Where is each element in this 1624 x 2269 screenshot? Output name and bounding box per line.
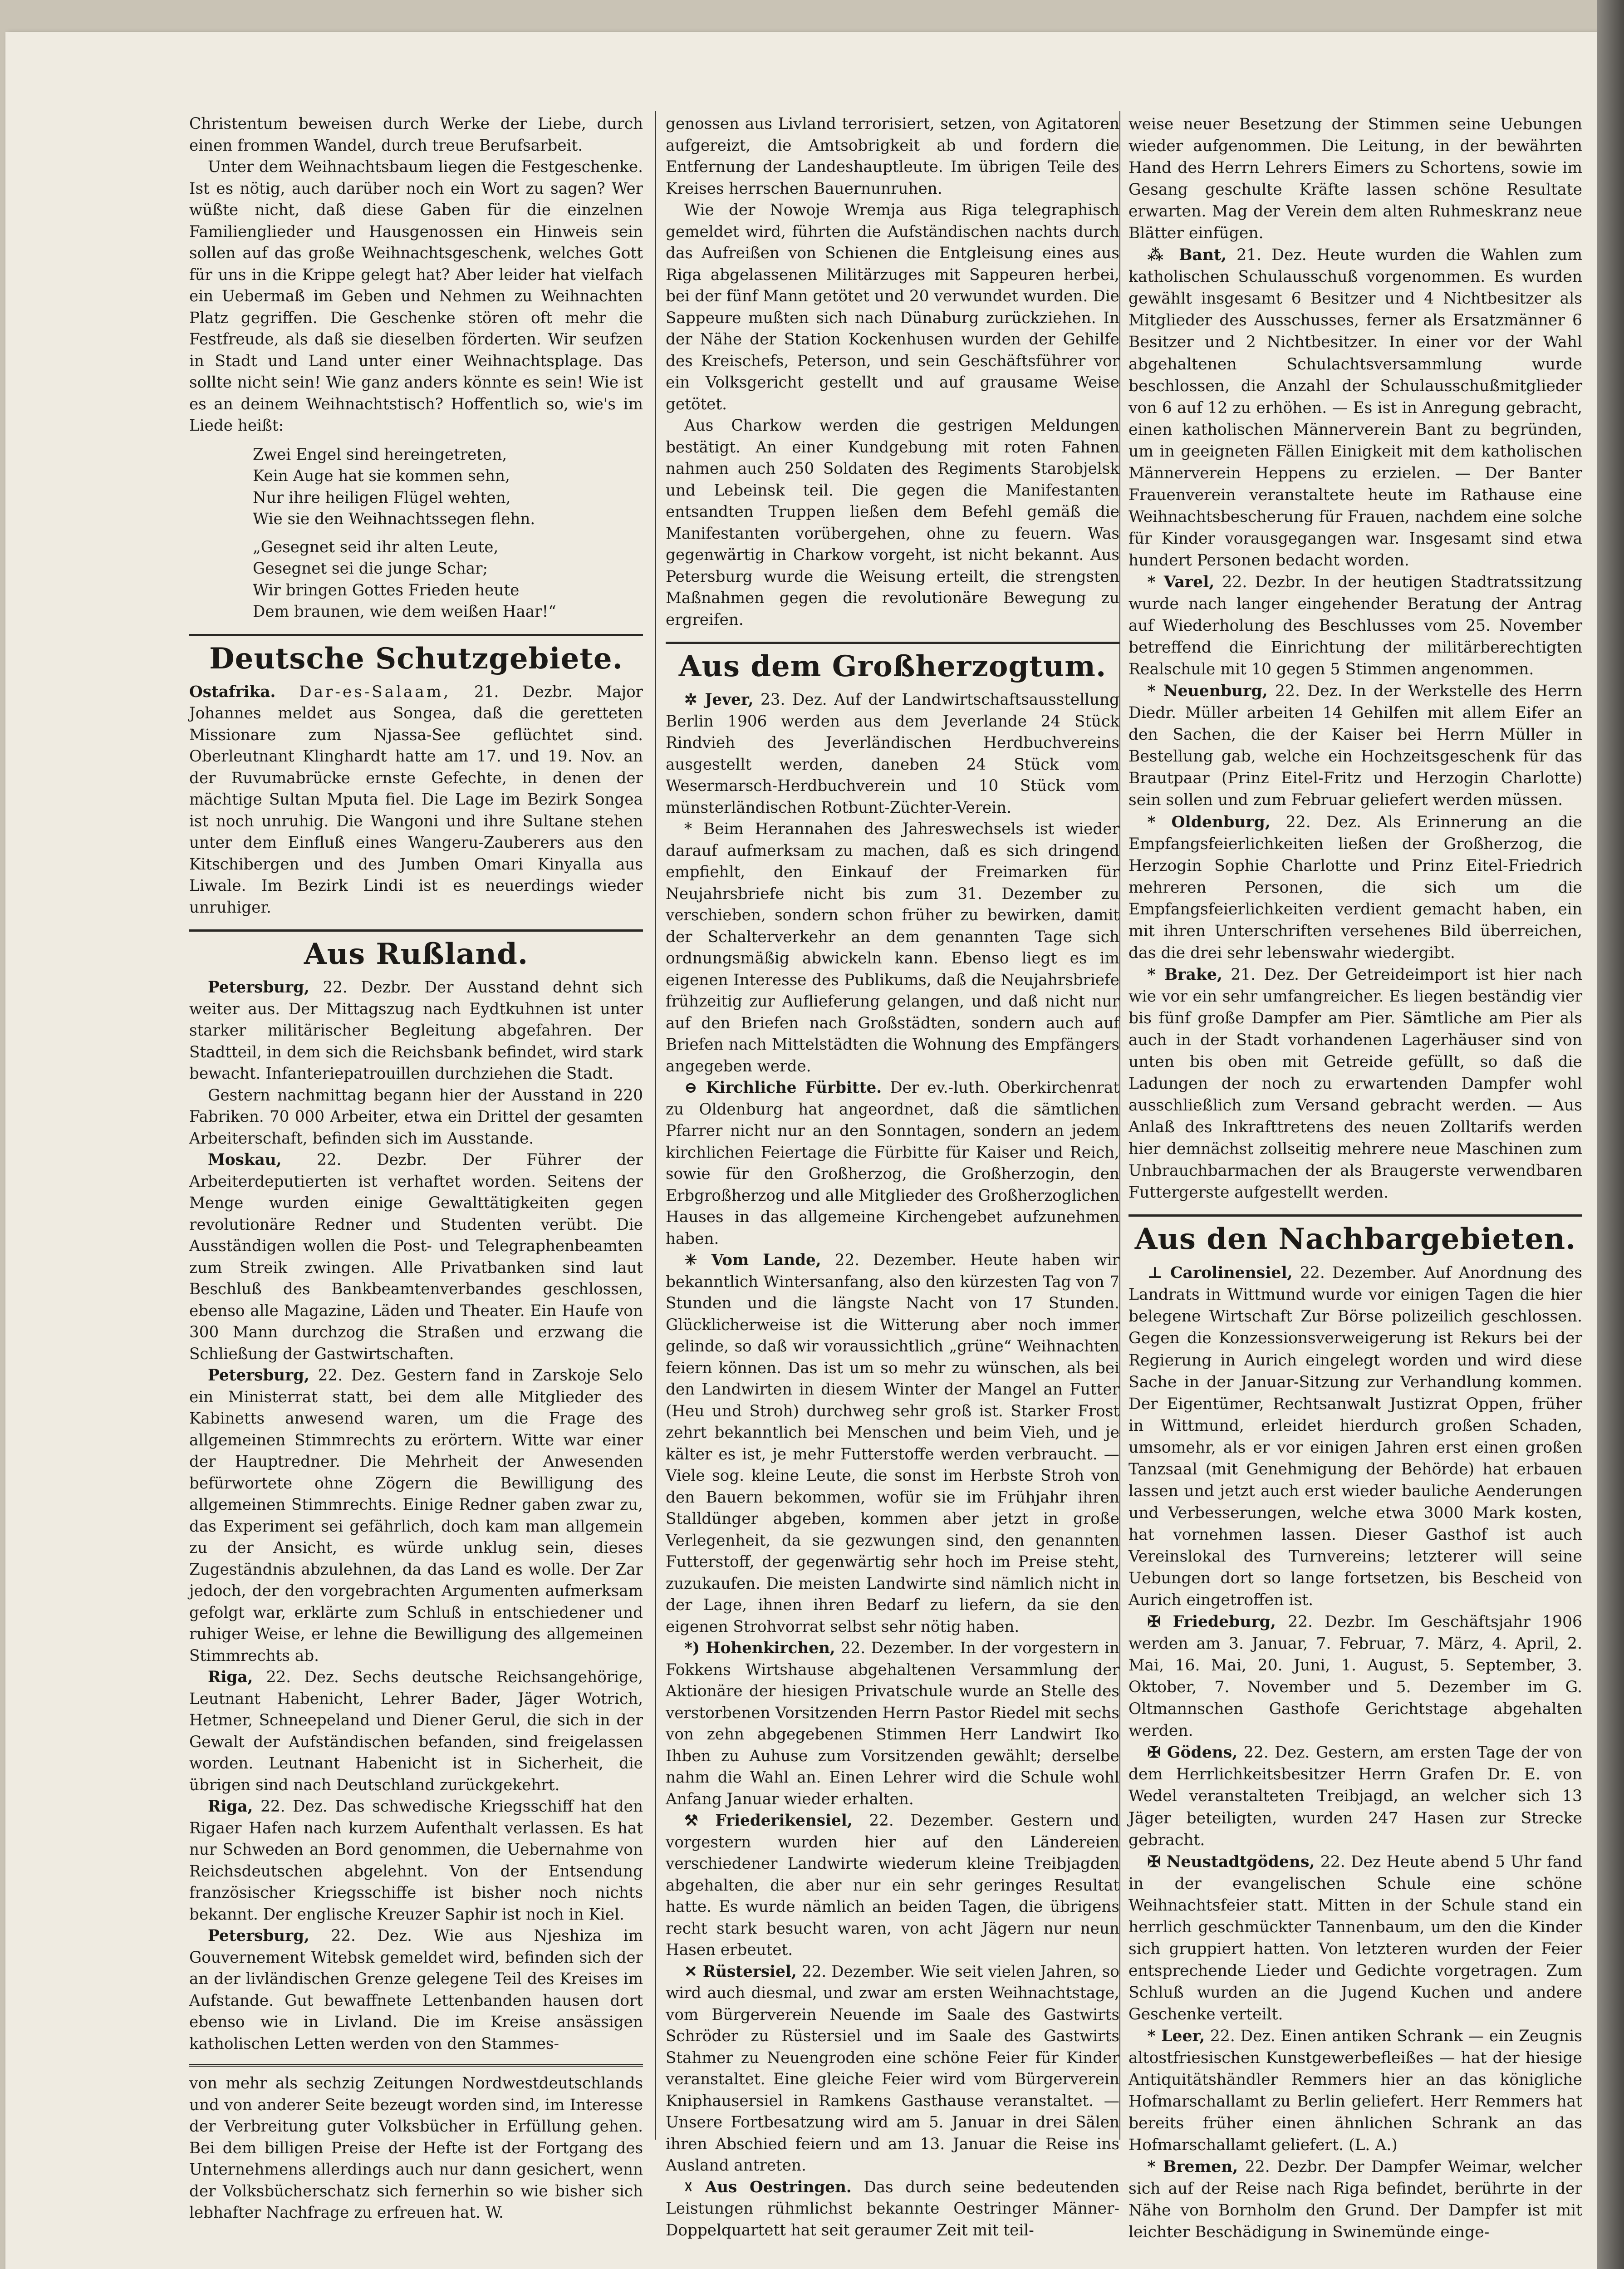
- poem-line: Wir bringen Gottes Frieden heute: [253, 581, 520, 599]
- article-text: 21. Dezbr. Major Johannes meldet aus Songea, daß die geretteten Missionare zum Njassa-See geflüchtet sind. Oberleutnant Klinghardt hatte am 17. und 19. Nov. an der Ruvumabrücke ernste Gefechte, in denen der mächtige Sultan Mputa fiel. Die Lage im Bezirk Songea ist noch unruhig. Die Wangoni und ihre Sultane stehen unter dem Einfluß eines Wangeru-Zauberers aus den Kitschibergen und des Jumben Omari Kinyalla aus Liwale. Im Bezirk Lindi ist es neuerdings wieder unruhiger.: [189, 683, 643, 917]
- dateline: Petersburg,: [208, 978, 309, 997]
- dateline: Moskau,: [208, 1151, 282, 1169]
- article: [666, 1810, 1119, 1961]
- poem-line: Zwei Engel sind hereingetreten,: [253, 445, 507, 464]
- article: [1128, 1851, 1582, 2025]
- column-3: [1128, 113, 1582, 2243]
- article: [666, 689, 1119, 819]
- article: [1128, 244, 1582, 571]
- article: [189, 1667, 643, 1796]
- article-text: 22. Dezbr. Der Dampfer Weimar, welcher sich auf der Reise nach Riga befindet, berührte in der Nähe von Bornholm den Grund. Der Dampfer ist mit leichter Beschädigung in Swinemünde einge-: [1128, 2158, 1582, 2242]
- article-text: 22. Dezbr. Im Geschäftsjahr 1906 werden am 3. Januar, 7. Februar, 7. März, 4. April, 2. Mai, 16. Mai, 20. Juni, 1. August, 5. September, 3. Oktober, 7. November und 5. Dezember im G. Oltmannschen Gasthofe Gerichtstage abgehalten werden.: [1128, 1613, 1582, 1740]
- dateline: ✠ Friedeburg,: [1147, 1613, 1276, 1631]
- dateline: Ostafrika.: [189, 683, 276, 701]
- dateline: * Brake,: [1147, 965, 1222, 984]
- dateline: ✲ Jever,: [684, 691, 754, 709]
- article: [1128, 680, 1582, 811]
- article-text: 22. Dezbr. Der Ausstand dehnt sich weiter aus. Der Mittagszug nach Eydtkuhnen ist unter starker militärischer Begleitung abgefahren. Der Stadtteil, in dem sich die Reichsbank befindet, wird stark bewacht. Infanteriepatrouillen durchziehen die Stadt.: [189, 978, 643, 1083]
- article: [666, 1638, 1119, 1810]
- article: [1128, 811, 1582, 964]
- article-text: 22. Dez. Einen antiken Schrank — ein Zeugnis altostfriesischen Kunstgewerbefleißes — hat der hiesige Antiquitätshändler Remmers hier an das königliche Hofmarschallamt zu Berlin geliefert. Herr Remmers hat bereits früher einen ähnlichen Schrank an das Hofmarschallamt geliefert. (L. A.): [1128, 2027, 1582, 2155]
- article: [1128, 1742, 1582, 1851]
- article: [189, 1149, 643, 1365]
- dateline: * Leer,: [1147, 2027, 1205, 2045]
- article-text: 22. Dez. Das schwedische Kriegsschiff hat den Rigaer Hafen nach kurzem Aufenthalt verlassen. Es hat nur Schweden an Bord genommen, die Uebernahme von Reichsdeutschen abgelehnt. Von der Entsendung französischer Kriegsschiffe ist bisher noch nichts bekannt. Der englische Kreuzer Saphir ist noch in Kiel.: [189, 1798, 643, 1924]
- section-heading: Aus den Nachbargebieten.: [1134, 1222, 1576, 1257]
- dateline: ☓ Aus Oestringen.: [684, 2178, 852, 2196]
- paragraph: Christentum beweisen durch Werke der Liebe, durch einen frommen Wandel, durch treue Berufsarbeit.: [189, 115, 643, 155]
- dateline: Petersburg,: [208, 1366, 309, 1385]
- paragraph: * Beim Herannahen des Jahreswechsels ist wieder darauf aufmerksam zu machen, daß es sich dringend empfiehlt, den Einkauf der Freimarken für Neujahrsbriefe nicht bis zum 31. Dezember zu verschieben, sondern schon früher zu bewirken, damit der Schalterverkehr an dem genannten Tage sich ordnungsmäßig abwickeln kann. Ebenso liegt es im eigenen Interesse des Publikums, daß die Neujahrsbriefe frühzeitig zur Auflieferung gelangen, und daß nicht nur auf den Briefen nach Großstädten, sondern auch auf Briefen nach Mittelstädten die Wohnung des Empfängers angegeben werde.: [666, 820, 1119, 1076]
- dateline: Riga,: [208, 1668, 253, 1686]
- paragraph: Wie der Nowoje Wremja aus Riga telegraphisch gemeldet wird, führten die Aufständischen nachts durch das Aufreißen von Schienen die Entgleisung eines aus Riga abgelassenen Militärzuges mit Sappeuren herbei, bei der fünf Mann getötet und 20 verwundet wurden. Die Sappeure mußten sich nach Dünaburg zurückziehen. In der Nähe der Station Kockenhusen wurden der Gehilfe des Kreischefs, Peterson, und sein Geschäftsführer vor ein Volksgericht gestellt und auf grausame Weise getötet.: [666, 201, 1119, 413]
- dateline-city: Dar-es-Salaam,: [299, 683, 451, 701]
- article-text: 23. Dez. Auf der Landwirtschaftsausstellung Berlin 1906 werden aus dem Jeverlande 24 Stück Rindvieh des Jeverländischen Herdbuchvereins ausgestellt werden, daneben 24 Stück vom Wesermarsch-Herdbuchverein und 10 Stück vom münsterländischen Rotbunt-Züchter-Verein.: [666, 691, 1119, 817]
- article: [666, 2177, 1119, 2242]
- article: [1128, 2025, 1582, 2156]
- section-heading: Aus dem Großherzogtum.: [678, 649, 1107, 683]
- dateline: ✕ Rüstersiel,: [684, 1962, 797, 1981]
- poem-line: Gesegnet sei die junge Schar;: [253, 560, 488, 578]
- article-text: 22. Dez. Sechs deutsche Reichsangehörige, Leutnant Habenicht, Lehrer Bader, Jäger Wotrich, Hetmer, Schneepeland und Diener Gerul, die sich in der Gewalt der Aufständischen befanden, sind freigelassen worden. Leutnant Habenicht ist in Sicherheit, die übrigen sind nach Deutschland zurückgekehrt.: [189, 1668, 643, 1794]
- article: [666, 1961, 1119, 2177]
- article-text: 22. Dezember. In der vorgestern in Fokkens Wirtshause abgehaltenen Versammlung der Aktionäre der hiesigen Privatschule wurde an Stelle des verstorbenen Vorsitzenden Herrn Pastor Riedel mit sechs von zehn abgegebenen Stimmen Herr Landwirt Iko Ihben zu Auhuse zum Vorsitzenden gewählt; derselbe nahm die Wahl an. Einen Lehrer wird die Schule wohl Anfang Januar wieder erhalten.: [666, 1639, 1119, 1808]
- dateline: ✠ Gödens,: [1147, 1743, 1238, 1762]
- feuilleton-text: von mehr als sechzig Zeitungen Nordwestdeutschlands und von anderer Seite bezeugt worden sind, im Interesse der Verbreitung guter Volksbücher in Erfüllung gehen. Bei dem billigen Preise der Hefte ist der Fortgang des Unternehmens allerdings auch nur dann gesichert, wenn der Volksbücherschatz sich fernerhin so wie bisher sich lebhafter Nachfrage zu erfreuen hat. W.: [189, 2074, 643, 2222]
- article: [1128, 1611, 1582, 1742]
- article: [1128, 1262, 1582, 1611]
- article-text: 21. Dez. Heute wurden die Wahlen zum katholischen Schulausschuß vorgenommen. Es wurden gewählt insgesamt 6 Besitzer und 4 Nichtbesitzer als Mitglieder des Ausschusses, ferner als Ersatzmänner 6 Besitzer und 2 Nichtbesitzer. In einer vor der Wahl abgehaltenen Schulachtsversammlung wurde beschlossen, die Anzahl der Schulausschußmitglieder von 6 auf 12 zu erhöhen. — Es ist in Anregung gebracht, einen katholischen Männerverein Bant zu begründen, um in geeigneten Fällen Einigkeit mit dem katholischen Männerverein Heppens zu erzielen. — Der Banter Frauenverein veranstaltete heute im Rathause eine Weihnachtsbescherung für Frauen, nachdem eine solche für Kinder vorausgegangen war. Insgesamt sind etwa hundert Personen bedacht worden.: [1128, 246, 1582, 570]
- newspaper-page: [5, 32, 1598, 2269]
- dateline: * Oldenburg,: [1147, 813, 1271, 831]
- article-text: 22. Dezember. Gestern und vorgestern wurden hier auf den Ländereien verschiedener Landwirte wiederum kleine Treibjagden abgehalten, die aber nur ein sehr geringes Resultat hatte. Es wurde nämlich an beiden Tagen, die übrigens recht stark besucht waren, von acht Jägern nur neun Hasen erbeutet.: [666, 1812, 1120, 1959]
- article-text: 22. Dez. Als Erinnerung an die Empfangsfeierlichkeiten ließen der Großherzog, die Herzogin Sophie Charlotte und Prinz Eitel-Friedrich mehreren Personen, die sich um die Empfangsfeierlichkeiten verdient gemacht haben, ein mit ihren Unterschriften versehenes Bild überreichen, das die drei sehr lebenswahr wiedergibt.: [1128, 813, 1582, 962]
- article-text: 22. Dezbr. In der heutigen Stadtratssitzung wurde nach langer eingehender Beratung der Antrag auf Wiederholung des Beschlusses vom 25. November betreffend die Einrichtung der militärberechtigten Realschule mit 10 gegen 5 Stimmen angenommen.: [1128, 573, 1582, 679]
- dateline: ⁂ Bant,: [1147, 246, 1227, 265]
- dateline: * Varel,: [1147, 573, 1215, 591]
- section-rule: [189, 634, 643, 636]
- paragraph: weise neuer Besetzung der Stimmen seine Uebungen wieder aufgenommen. Die Leitung, in der bewährten Hand des Herrn Lehrers Eimers zu Schortens, sowie im Gesang geschulte Kräfte lassen schöne Resultate erwarten. Mag der Verein dem alten Ruhmeskranz neue Blätter einfügen.: [1128, 115, 1582, 243]
- article: [189, 977, 643, 1085]
- article: [189, 682, 643, 919]
- poem-line: Dem braunen, wie dem weißen Haar!“: [253, 603, 556, 621]
- section-rule: [1128, 1214, 1582, 1217]
- paragraph: Unter dem Weihnachtsbaum liegen die Festgeschenke. Ist es nötig, auch darüber noch ein Wort zu sagen? Wer wüßte nicht, daß diese Gaben für die einzelnen Familienglieder und Hausgenossen ein Hinweis sein sollen auf das große Weihnachtsgeschenk, welches Gott für uns in die Krippe gelegt hat? Aber leider hat vielfach ein Uebermaß im Geben und Nehmen zu Weihnachten Platz gegriffen. Die Geschenke stören oft mehr die Festfreude, als daß sie dieselben förderten. Wir seufzen in Stadt und Land unter einer Weihnachtsplage. Das sollte nicht sein! Wie ganz anders könnte es sein! Wie ist es an deinem Weihnachtstisch? Hoffentlich so, wie's im Liede heißt:: [189, 158, 643, 435]
- dateline: ✠ Neustadtgödens,: [1147, 1852, 1315, 1871]
- poem: [253, 444, 643, 623]
- dateline: * Bremen,: [1147, 2158, 1238, 2176]
- article-text: 22. Dez. In der Werkstelle des Herrn Diedr. Müller arbeiten 14 Gehilfen mit allem Eifer an den Sachen, die der Kaiser bei Herrn Müller in Bestellung gab, welche ein Hochzeitsgeschenk für das Brautpaar (Prinz Eitel-Fritz und Herzogin Charlotte) sein sollen und zum Februar geliefert werden müssen.: [1128, 682, 1582, 810]
- article-text: Das durch seine bedeutenden Leistungen rühmlichst bekannte Oestringer Männer-Doppelquartett hat seit geraumer Zeit mit teil-: [666, 2178, 1119, 2240]
- section-heading: Deutsche Schutzgebiete.: [209, 641, 623, 676]
- dateline: Riga,: [208, 1798, 253, 1816]
- article: [666, 1250, 1119, 1638]
- feuilleton-rule: [189, 2064, 643, 2067]
- dateline: ⚒ Friederikensiel,: [684, 1812, 853, 1830]
- article-text: 22. Dez Heute abend 5 Uhr fand in der evangelischen Schule eine schöne Weihnachtsfeier statt. Mitten in der Schule stand ein herrlich geschmückter Tannenbaum, um den die Kinder sich gruppiert hatten. Von letzteren wurden der Feier entsprechende Lieder und Gedichte vorgetragen. Zum Schluß wurden an die Jugend Kuchen und andere Geschenke verteilt.: [1128, 1852, 1582, 2023]
- dateline: Petersburg,: [208, 1927, 309, 1945]
- article-text: 22. Dezember. Heute haben wir bekanntlich Wintersanfang, also den kürzesten Tag von 7 Stunden und die längste Nacht von 17 Stunden. Glücklicherweise ist die Witterung aber noch immer gelinde, so daß wir voraussichtlich „grüne“ Weihnachten feiern können. Das ist um so mehr zu wünschen, als bei den Landwirten in diesem Winter der Mangel an Futter (Heu und Stroh) durchweg sehr groß ist. Starker Frost zehrt bekanntlich bei Menschen und beim Vieh, und je kälter es ist, je mehr Futterstoffe werden verbraucht. — Viele sog. kleine Leute, die sonst im Herbste Stroh von den Bauern bekommen, wofür sie im Frühjahr ihren Stalldünger abgeben, kommen aber jetzt in große Verlegenheit, da sie gezwungen sind, den genannten Futterstoff, der gegenwärtig sehr hoch im Preise steht, zuzukaufen. Die meisten Landwirte sind nämlich nicht in der Lage, ihnen ihren Bedarf zu liefern, da sie den eigenen Strohvorrat selbst sehr nötig haben.: [666, 1251, 1120, 1636]
- dateline: * Neuenburg,: [1147, 682, 1268, 701]
- dateline: ⊥ Carolinensiel,: [1147, 1264, 1293, 1282]
- section-heading: Aus Rußland.: [304, 937, 529, 971]
- section-rule: [189, 929, 643, 932]
- section-rule: [666, 642, 1119, 644]
- column-2: [666, 113, 1119, 2241]
- article: [189, 1365, 643, 1667]
- article-text: 22. Dez. Gestern, am ersten Tage der von dem Herrlichkeitsbesitzer Herrn Grafen Dr. E. von Wedel veranstalteten Treibjagd, an welcher sich 13 Jäger beteiligten, wurden 247 Hasen zur Strecke gebracht.: [1128, 1743, 1583, 1849]
- article: [1128, 2156, 1582, 2243]
- article-text: 22. Dezbr. Der Führer der Arbeiterdeputierten ist verhaftet worden. Seitens der Menge wurden einige Gewalttätigkeiten gegen revolutionäre Redner und Studenten verübt. Die Ausständigen wollen die Post- und Telegraphenbeamten zum Streik zwingen. Alle Privatbanken sind laut Beschluß des Bankbeamtenverbandes geschlossen, ebenso alle Magazine, Läden und Theater. Ein Haufe von 300 Mann durchzog die Straßen und erzwang die Schließung der Gastwirtschaften.: [189, 1151, 643, 1363]
- article-text: 22. Dez. Gestern fand in Zarskoje Selo ein Ministerrat statt, bei dem alle Mitglieder des Kabinetts anwesend waren, um die Frage des allgemeinen Stimmrechts zu erörtern. Witte war einer der Hauptredner. Die Mehrheit der Anwesenden befürwortete ohne Zögern die Bewilligung des allgemeinen Stimmrechts. Einige Redner gaben zwar zu, das Experiment sei gefährlich, doch kam man allgemein zu der Ansicht, es würde unklug sein, dieses Zugeständnis abzulehnen, da das Land es wolle. Der Zar jedoch, der den vorgebrachten Argumenten aufmerksam gefolgt war, erklärte zum Schluß in entschiedener und ruhiger Weise, er lehne die Bewilligung des allgemeinen Stimmrechts ab.: [189, 1366, 643, 1665]
- article: [666, 1077, 1119, 1250]
- poem-line: Kein Auge hat sie kommen sehn,: [253, 467, 510, 485]
- paragraph: Aus Charkow werden die gestrigen Meldungen bestätigt. An einer Kundgebung mit roten Fahnen nahmen auch 250 Soldaten des Regiments Starobjelsk und Lebeinsk teil. Die gegen die Manifestanten entsandten Truppen ließen dem Befehl gemäß die Manifestanten vorübergehen, ohne zu feuern. Was gegenwärtig in Charkow vorgeht, ist nicht bekannt. Aus Petersburg wurde die Weisung erteilt, die strengsten Maßnahmen gegen die revolutionäre Bewegung zu ergreifen.: [666, 417, 1119, 629]
- page-edge-shadow: [1597, 0, 1624, 2269]
- article: [189, 1925, 643, 2055]
- article: [1128, 964, 1582, 1204]
- paragraph: Gestern nachmittag begann hier der Ausstand in 220 Fabriken. 70 000 Arbeiter, etwa ein Drittel der gesamten Arbeiterschaft, befinden sich im Ausstande.: [189, 1086, 643, 1148]
- article-text: 22. Dezember. Wie seit vielen Jahren, so wird auch diesmal, und zwar am ersten Weihnachtstage, vom Bürgerverein Neuende im Saale des Gastwirts Schröder zu Rüstersiel und im Saale des Gastwirts Stahmer zu Neuengroden eine schöne Feier für Kinder veranstaltet. Eine gleiche Feier wird vom Bürgerverein Kniphausersiel in Ramkens Gasthause veranstaltet. — Unsere Fortbesatzung wird am 5. Januar in drei Sälen ihren Abschied feiern und am 13. Januar die Reise ins Ausland antreten.: [666, 1962, 1119, 2175]
- poem-line: Wie sie den Weihnachtssegen flehn.: [253, 510, 535, 528]
- dateline: ✳ Vom Lande,: [684, 1251, 821, 1269]
- dateline: *) Hohenkirchen,: [684, 1639, 835, 1657]
- column-rule: [1119, 111, 1120, 2140]
- poem-line: Nur ihre heiligen Flügel wehten,: [253, 488, 511, 507]
- article: [189, 1796, 643, 1925]
- article-text: 22. Dezember. Auf Anordnung des Landrats in Wittmund wurde vor einigen Tagen die hier belegene Wirtschaft Zur Börse polizeilich geschlossen. Gegen die Konzessionsverweigerung ist Rekurs bei der Regierung in Aurich eingelegt worden und wird diese Sache in der Januar-Sitzung zur Verhandlung kommen. Der Eigentümer, Rechtsanwalt Justizrat Oppen, früher in Wittmund, erleidet hierdurch großen Schaden, umsomehr, als er vor einigen Jahren erst einen großen Tanzsaal (mit Genehmigung der Behörde) hat erbauen lassen und jetzt auch erst wieder bauliche Aenderungen und Verbesserungen, welche etwa 3000 Mark kosten, hat vornehmen lassen. Dieser Gasthof ist auch Vereinslokal des Turnvereins; letzterer will seine Uebungen dort so lange fortsetzen, bis Bescheid von Aurich eingetroffen ist.: [1128, 1264, 1582, 1610]
- column-rule: [655, 111, 656, 2140]
- article-text: 22. Dez. Wie aus Njeshiza im Gouvernement Witebsk gemeldet wird, befinden sich der an der livländischen Grenze gelegene Teil des Kreises im Aufstande. Gut bewaffnete Lettenbanden hausen dort ebenso wie in Livland. Die im Kreise ansässigen katholischen Letten werden von den Stammes-: [189, 1927, 643, 2053]
- dateline: ⊖ Kirchliche Fürbitte.: [684, 1079, 882, 1097]
- paragraph: genossen aus Livland terrorisiert, setzen, von Agitatoren aufgereizt, die Amtsobrigkeit ab und fordern die Entfernung der Landeshauptleute. Im übrigen Teile des Kreises herrschen Bauernunruhen.: [666, 115, 1119, 198]
- column-1: [189, 113, 643, 2224]
- article-text: Der ev.-luth. Oberkirchenrat zu Oldenburg hat angeordnet, daß die sämtlichen Pfarrer nicht nur an den Sonntagen, sondern an jedem kirchlichen Feiertage die Fürbitte für Kaiser und Reich, sowie für den Großherzog, die Großherzogin, den Erbgroßherzog und alle Mitglieder des Großherzoglichen Hauses in das allgemeine Kirchengebet aufzunehmen haben.: [666, 1079, 1119, 1248]
- article-text: 21. Dez. Der Getreideimport ist hier nach wie vor ein sehr umfangreicher. Es liegen beständig vier bis fünf große Dampfer am Pier. Sämtliche am Pier als auch in der Stadt vorhandenen Lagerhäuser sind von unten bis oben mit Getreide gefüllt, so daß die Ladungen der noch zu erwartenden Dampfer wohl ausschließlich zum Versand gebracht werden. — Aus Anlaß des Inkrafttretens des neuen Zolltarifs werden hier demnächst zollseitig mehrere neue Maschinen zum Unbrauchbarmachen der als Braugerste verwendbaren Futtergerste aufgestellt werden.: [1128, 965, 1582, 1202]
- poem-line: „Gesegnet seid ihr alten Leute,: [253, 538, 499, 556]
- article: [1128, 571, 1582, 680]
